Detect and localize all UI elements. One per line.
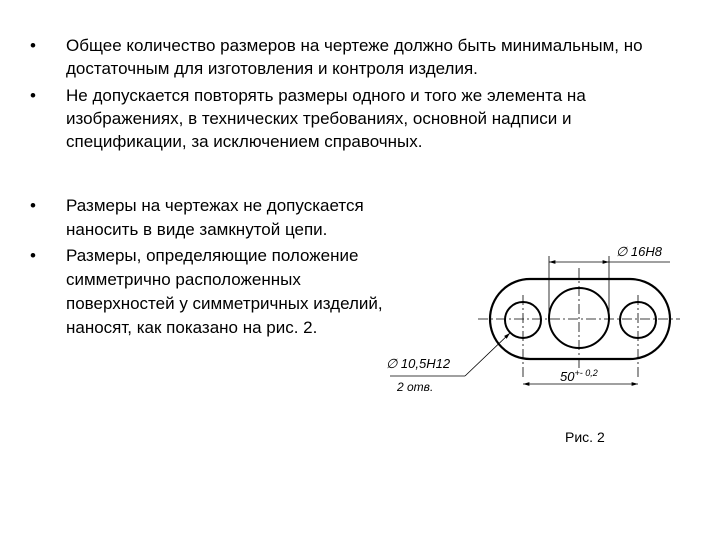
- bullet-text: Общее количество размеров на чертеже должно быть минимальным, но достаточным для изготовления и контроля изделия.: [66, 36, 643, 78]
- bullet-marker: •: [30, 36, 36, 55]
- dim-label-spacing: [560, 368, 598, 384]
- bullet-item: [30, 84, 686, 153]
- bullet-text: Размеры, определяющие положение симметрично расположенных поверхностей у симметричных изделий, наносят, как показано на рис. 2.: [66, 246, 383, 337]
- dim-label-spacing-main: 50: [560, 369, 575, 384]
- bullet-marker: •: [30, 86, 36, 105]
- bullet-text: Размеры на чертежах не допускается наносить в виде замкнутой цепи.: [66, 196, 364, 239]
- leader-line-side-holes: [465, 333, 510, 376]
- bullet-list-top: [30, 34, 686, 157]
- dim-label-count: 2 отв.: [397, 380, 434, 394]
- drawing-svg: [370, 190, 710, 460]
- technical-drawing: [370, 190, 710, 460]
- bullet-marker: •: [30, 246, 36, 265]
- figure-caption: Рис. 2: [565, 429, 605, 445]
- bullet-item: [30, 194, 386, 242]
- dim-label-center-hole: ∅ 16H8: [616, 244, 663, 259]
- dim-label-side-holes: ∅ 10,5H12: [386, 356, 451, 371]
- bullet-text: Не допускается повторять размеры одного и того же элемента на изображениях, в технических требованиях, основной надписи и спецификации, за исключением справочных.: [66, 86, 586, 151]
- bullet-item: [30, 244, 386, 340]
- bullet-marker: •: [30, 196, 36, 215]
- dim-label-spacing-tol: +- 0,2: [574, 368, 598, 378]
- bullet-list-bottom: [30, 194, 386, 342]
- bullet-item: [30, 34, 686, 80]
